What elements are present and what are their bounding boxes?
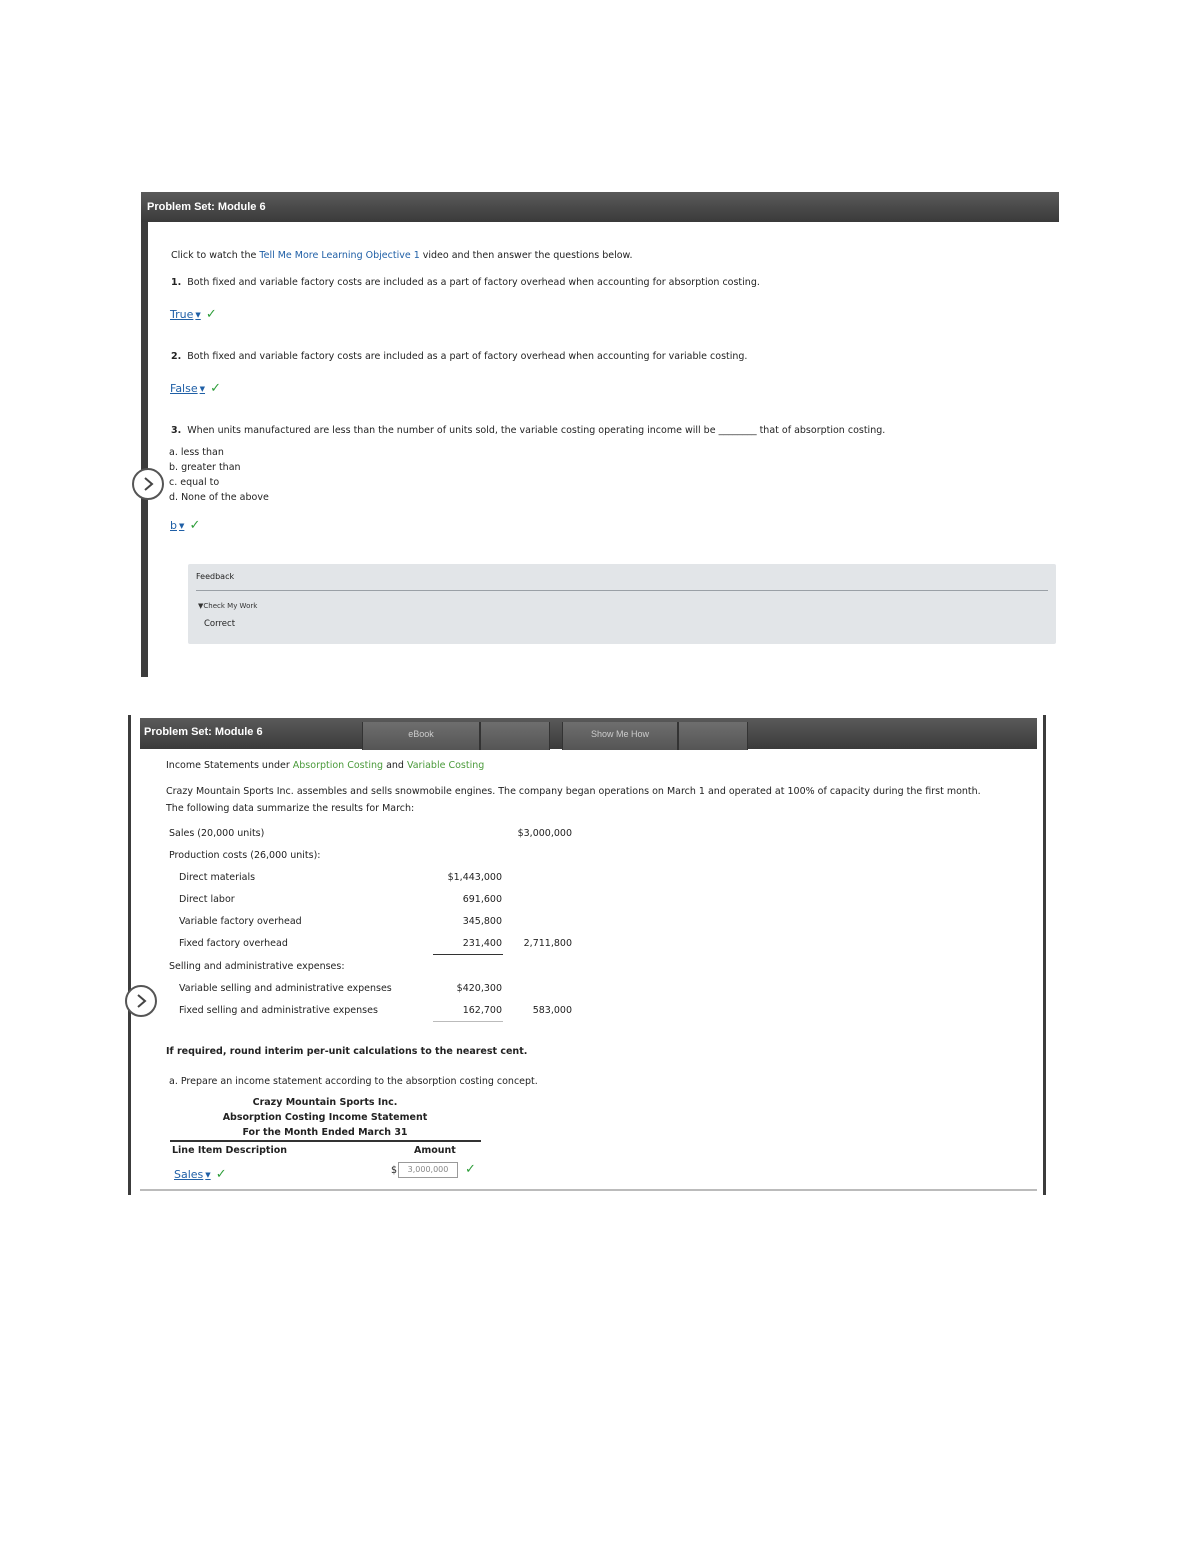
problem-set-panel-1 xyxy=(141,192,1059,677)
correct-check-icon: ✓ xyxy=(215,1167,227,1182)
question-1-answer xyxy=(170,303,217,322)
panel-right-border xyxy=(1043,715,1046,1195)
variable-selling-value: $420,300 xyxy=(456,983,502,994)
problem-set-panel-2 xyxy=(128,715,1046,1195)
panel-left-border xyxy=(128,715,131,1195)
direct-materials-value: $1,443,000 xyxy=(447,872,502,883)
correct-check-icon: ✓ xyxy=(210,381,222,396)
question-2: 2. Both fixed and variable factory costs are included as a part of factory overhead when accounting for variable costing. xyxy=(171,351,748,362)
fixed-selling-value: 162,700 xyxy=(462,1005,502,1016)
expand-chevron-button[interactable] xyxy=(132,468,164,500)
variable-overhead-value: 345,800 xyxy=(462,916,502,927)
chevron-right-icon xyxy=(141,477,155,491)
feedback-result: Correct xyxy=(204,619,236,629)
direct-labor-label: Direct labor xyxy=(179,894,235,905)
line-item-dropdown[interactable]: Sales ▼ xyxy=(174,1168,211,1181)
chevron-right-icon xyxy=(134,994,148,1008)
description-line-1: Crazy Mountain Sports Inc. assembles and sells snowmobile engines. The company began operations on March 1 and operated at 100% of capacity during the first month. xyxy=(166,786,981,797)
variable-selling-label: Variable selling and administrative expenses xyxy=(179,983,392,994)
statement-company: Crazy Mountain Sports Inc. xyxy=(252,1097,398,1108)
correct-check-icon: ✓ xyxy=(465,1162,476,1177)
question-3-answer xyxy=(170,514,200,533)
statement-row-1 xyxy=(174,1163,227,1182)
question-3-dropdown[interactable]: b ▼ xyxy=(170,519,185,532)
question-1-dropdown[interactable]: True ▼ xyxy=(170,308,201,321)
underline xyxy=(433,954,503,955)
correct-check-icon: ✓ xyxy=(189,518,201,533)
column-line-item: Line Item Description xyxy=(172,1145,287,1156)
selling-admin-total: 583,000 xyxy=(532,1005,572,1016)
triangle-down-icon: ▼ xyxy=(198,602,204,610)
tell-me-more-link[interactable]: Tell Me More Learning Objective 1 xyxy=(259,250,420,261)
absorption-costing-link[interactable]: Absorption Costing xyxy=(292,760,384,771)
panel-header xyxy=(141,192,1059,222)
rounding-note: If required, round interim per-unit calculations to the nearest cent. xyxy=(166,1046,528,1057)
panel-title: Problem Set: Module 6 xyxy=(144,726,263,738)
section-heading: Income Statements under Absorption Costing and Variable Costing xyxy=(166,760,485,771)
feedback-box xyxy=(188,564,1056,644)
panel-header xyxy=(140,718,1037,749)
sales-value: $3,000,000 xyxy=(517,828,572,839)
tab-blank-1[interactable] xyxy=(480,722,550,750)
currency-symbol: $ xyxy=(391,1165,398,1176)
check-my-work-toggle[interactable]: ▼Check My Work xyxy=(198,602,258,610)
tab-blank-2[interactable] xyxy=(678,722,748,750)
feedback-divider xyxy=(196,590,1048,591)
panel-bottom-edge xyxy=(140,1189,1037,1191)
option-a: a. less than xyxy=(169,447,224,458)
direct-labor-value: 691,600 xyxy=(462,894,502,905)
statement-title: Absorption Costing Income Statement xyxy=(222,1112,428,1123)
statement-header-rule xyxy=(170,1140,481,1142)
description-line-2: The following data summarize the results for March: xyxy=(166,803,415,814)
feedback-title: Feedback xyxy=(196,572,235,581)
selling-admin-label: Selling and administrative expenses: xyxy=(169,961,345,972)
variable-costing-link[interactable]: Variable Costing xyxy=(406,760,485,771)
expand-chevron-button[interactable] xyxy=(125,985,157,1017)
statement-period: For the Month Ended March 31 xyxy=(242,1127,408,1138)
tab-show-me-how[interactable]: Show Me How xyxy=(562,722,678,750)
option-d: d. None of the above xyxy=(169,492,269,503)
tab-ebook[interactable]: eBook xyxy=(362,722,480,750)
underline xyxy=(433,1021,503,1022)
panel-title: Problem Set: Module 6 xyxy=(147,201,266,213)
intro-text: Click to watch the Tell Me More Learning Objective 1 video and then answer the questions below. xyxy=(171,250,633,261)
sales-label: Sales (20,000 units) xyxy=(169,828,265,839)
part-a-instruction: a. Prepare an income statement according to the absorption costing concept. xyxy=(169,1076,538,1087)
option-b: b. greater than xyxy=(169,462,241,473)
question-2-answer xyxy=(170,377,221,396)
panel-left-border xyxy=(141,222,148,677)
direct-materials-label: Direct materials xyxy=(179,872,256,883)
option-c: c. equal to xyxy=(169,477,220,488)
fixed-overhead-label: Fixed factory overhead xyxy=(179,938,288,949)
production-total: 2,711,800 xyxy=(523,938,572,949)
production-label: Production costs (26,000 units): xyxy=(169,850,321,861)
correct-check-icon: ✓ xyxy=(205,307,217,322)
question-2-dropdown[interactable]: False ▼ xyxy=(170,382,206,395)
fixed-selling-label: Fixed selling and administrative expenses xyxy=(179,1005,378,1016)
fixed-overhead-value: 231,400 xyxy=(462,938,502,949)
variable-overhead-label: Variable factory overhead xyxy=(179,916,302,927)
column-amount: Amount xyxy=(414,1145,456,1156)
question-1: 1. Both fixed and variable factory costs are included as a part of factory overhead when accounting for absorption costing. xyxy=(171,277,760,288)
amount-input[interactable]: 3,000,000 xyxy=(398,1162,458,1178)
question-3: 3. When units manufactured are less than the number of units sold, the variable costing operating income will be ________ that of absorption costing. xyxy=(171,425,886,436)
